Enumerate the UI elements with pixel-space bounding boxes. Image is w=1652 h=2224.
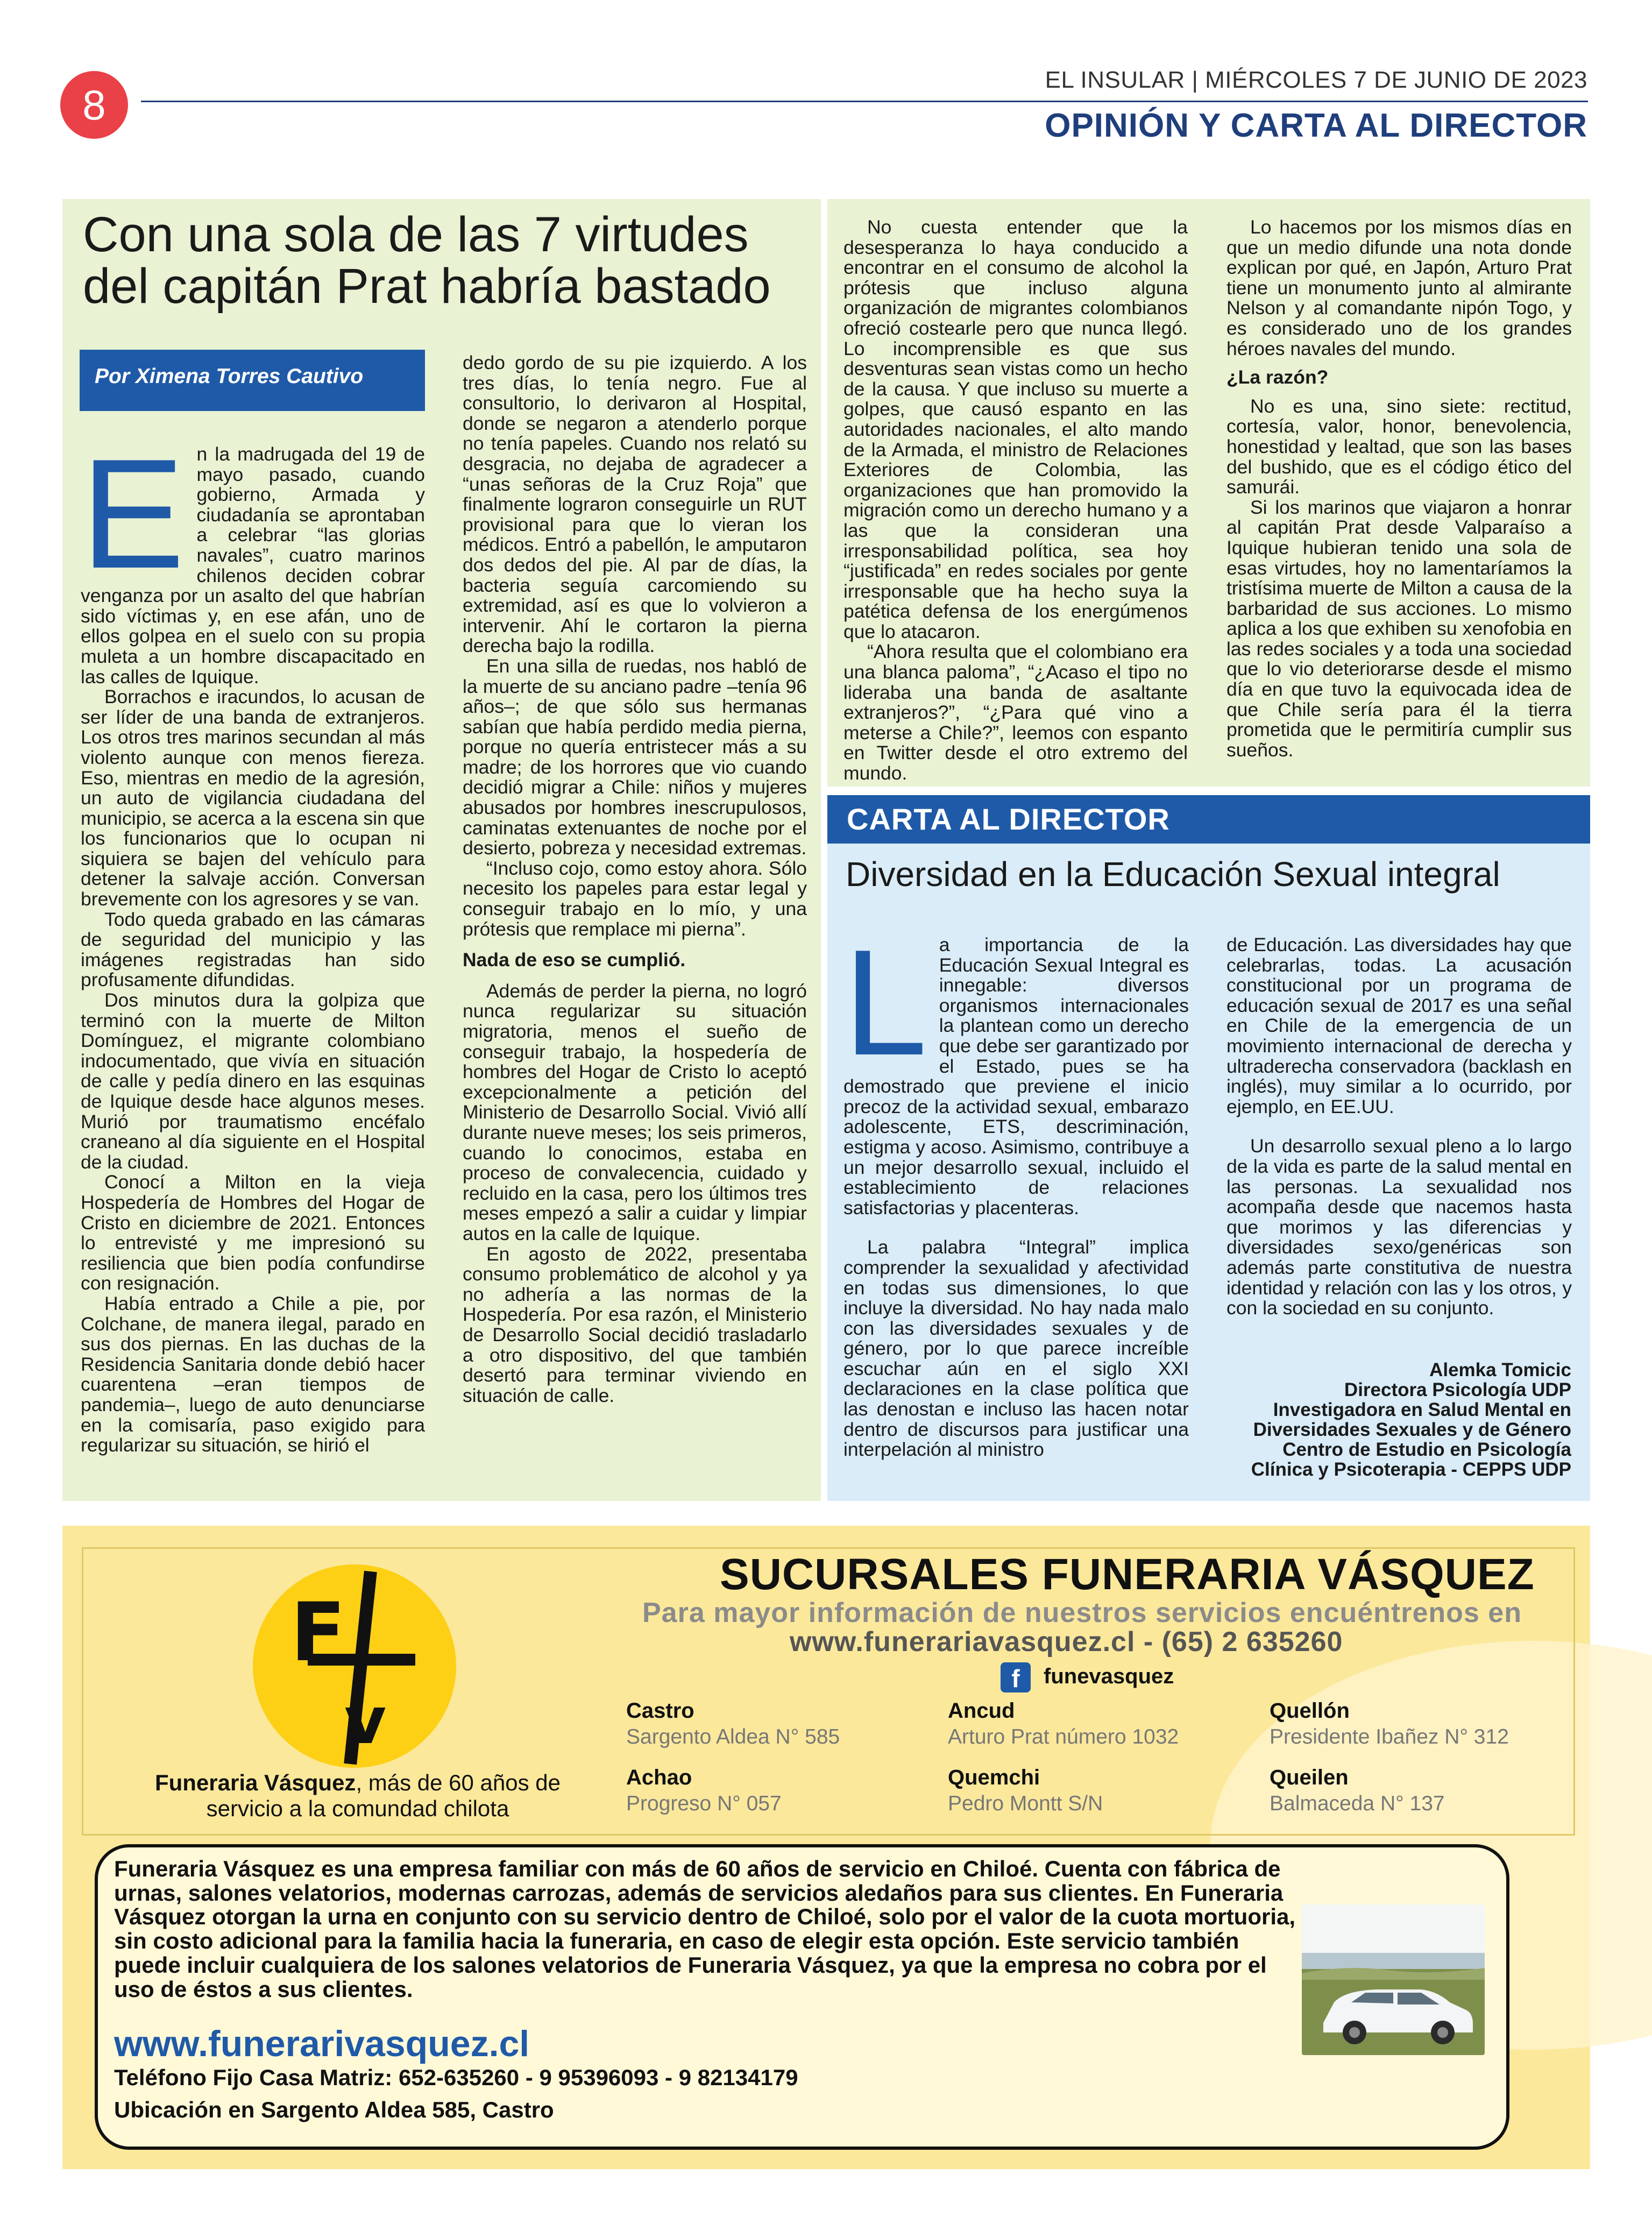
signature-line: Investigadora en Salud Mental en xyxy=(1273,1399,1571,1420)
letter-signature xyxy=(1251,1360,1571,1479)
paragraph: No es una, sino siete: rectitud, cortesía, valor, honor, benevolencia, honestidad y lealtad, que son las bases del bushido, que es el código ético del samurái. xyxy=(1226,395,1572,498)
paragraph: Si los marinos que viajaron a honrar al capitán Prat desde Valparaíso a Iquique hubieran tenido una sola de esas virtudes, hoy no lamentaríamos la tristísima muerte de Milton a causa de la barbaridad de sus acciones. Lo mismo aplica a los que exhiben su xenofobia en las redes sociales y a toda una sociedad que lo vio deteriorarse desde el mismo día en que tuvo la equivocada idea de que Chile sería para él la tierra prometida que le permitiría cumplir sus sueños. xyxy=(1226,496,1572,761)
branch-castro xyxy=(626,1699,927,1749)
branch-name: Queilen xyxy=(1270,1766,1349,1789)
branch-address: Sargento Aldea N° 585 xyxy=(626,1725,840,1748)
byline: Por Ximena Torres Cautivo xyxy=(95,365,364,388)
paragraph: Conocí a Milton en la vieja Hospedería de Hombres del Hogar de Cristo en diciembre de 2021. Entonces lo entrevisté y me impresionó su resiliencia que bien podía confundirse con resignación. xyxy=(81,1171,425,1294)
subheading: ¿La razón? xyxy=(1226,366,1329,388)
branch-quemchi xyxy=(948,1766,1249,1816)
paragraph: Además de perder la pierna, no logró nunca regularizar su situación migratoria, menos el sueño de conseguir trabajo, la hospedería de hombres del Hogar de Cristo lo aceptó excepcionalmente a petición del Ministerio de Desarrollo Social. Vivió allí durante nueve meses; los seis primeros, cuando lo conocimos, estaba en proceso de convalecencia, cuidado y recluido en la casa, pero los últimos tres meses empezó a salir a cuidar y limpiar autos en la calle de Iquique. xyxy=(463,980,807,1244)
ad-website-link[interactable]: www.funerarivasquez.cl xyxy=(114,2023,530,2064)
branch-name: Ancud xyxy=(948,1699,1015,1723)
headline-line-2: del capitán Prat habría bastado xyxy=(83,259,771,314)
branch-address: Balmaceda N° 137 xyxy=(1270,1792,1445,1815)
paragraph: Borrachos e iracundos, lo acusan de ser líder de una banda de extranjeros. Los otros tres marinos secundan al más violento aunque con menos fiereza. Eso, mientras en medio de la agresión, un auto de vigilancia ciudadana del municipio, se acerca a la escena sin que los funcionarios que lo ocupan ni siquiera se bajen del vehículo para detener la salvaje acción. Conversan brevemente con los agresores y se van. xyxy=(81,686,425,910)
branch-name: Quellón xyxy=(1270,1699,1350,1723)
logo-letter-f: F xyxy=(290,1586,346,1680)
branch-address: Presidente Ibañez N° 312 xyxy=(1270,1725,1509,1748)
paragraph: dedo gordo de su pie izquierdo. A los tres días, lo tenía negro. Fue al consultorio, lo derivaron al Hospital, donde se negaron a atenderlo porque no tenía papeles. Cuando nos relató su desgracia, no dejaba de agradecer a “unas señoras de la Cruz Roja” que finalmente lograron conseguirle un RUT provisional para que lo vieran los médicos. Entró a pabellón, le amputaron dos dedos del pie. Al par de días, la bacteria seguía carcomiendo su extremidad, así es que lo volvieron a intervenir. Ahí le cortaron la pierna derecha bajo la rodilla. xyxy=(463,352,807,657)
letter-column-2 xyxy=(1226,935,1572,1319)
paragraph: Un desarrollo sexual pleno a lo largo de la vida es parte de la salud mental en las personas. La sexualidad nos acompaña desde que nacemos hasta que morimos y las diferencias y diversidades sexo/genéricas son además parte constitutiva de nuestra identidad y relación con las y los otros, y con la sociedad en su conjunto. xyxy=(1226,1135,1572,1319)
paragraph: No cuesta entender que la desesperanza lo haya conducido a encontrar en el consumo de alcohol la prótesis que incluso alguna organización de migrantes colombianos ofreció costearle pero que nunca llegó. Lo incomprensible es que sus desventuras sean vistas como un hecho de la causa. Y que incluso su muerte a golpes, que causó espanto en las autoridades nacionales, el alto mando de la Armada, el ministro de Relaciones Exteriores de Colombia, las organizaciones que han promovido la migración como un derecho humano y a las que la consideran una irresponsabilidad política, sea hoy “justificada” en redes sociales por gente irresponsable que ha hecho suya la patética defensa de los energúmenos que lo atacaron. xyxy=(843,216,1188,642)
letter-label: CARTA AL DIRECTOR xyxy=(847,802,1170,836)
branch-queilen xyxy=(1270,1766,1571,1816)
header-rule xyxy=(141,101,1588,102)
article-column-2 xyxy=(463,353,807,1406)
paragraph: La palabra “Integral” implica comprender la sexualidad y afectividad en todas sus dimensiones, lo que incluye la diversidad. No hay nada malo con las diversidades sexuales y de género, por lo que parece increíble escuchar aún en el siglo XXI declaraciones en la clase política que las denostan e incluso las hacen notar dentro de discursos para justificar una interpelación al ministro xyxy=(843,1236,1189,1461)
drop-cap: L xyxy=(843,919,927,1087)
subheading: Nada de eso se cumplió. xyxy=(463,949,686,971)
signature-line: Clínica y Psicoterapia - CEPPS UDP xyxy=(1251,1459,1571,1480)
paragraph: de Educación. Las diversidades hay que celebrarlas, todas. La acusación constitucional por un programa de educación sexual de 2017 es una señal en Chile de la emergencia de un movimiento internacional de derecha y ultraderecha conservadora (backlash en inglés), muy similar a lo ocurrido, por ejemplo, en EE.UU. xyxy=(1226,934,1572,1117)
ad-subtitle: Para mayor información de nuestros servicios encuéntrenos en xyxy=(642,1597,1522,1628)
branch-name: Castro xyxy=(626,1699,694,1723)
signature-line: Directora Psicología UDP xyxy=(1344,1379,1571,1400)
branch-ancud xyxy=(948,1699,1249,1749)
logo-letter-v: v xyxy=(344,1684,387,1759)
branch-achao xyxy=(626,1766,927,1816)
paragraph: n la madrugada del 19 de mayo pasado, cuando gobierno, Armada y ciudadanía se aprontaban a celebrar “las glorias navales”, cuatro marinos chilenos deciden cobrar venganza por un asalto del que habrían sido víctimas y, en ese afán, uno de ellos golpea en el suelo con su propia muleta a un hombre discapacitado en las calles de Iquique. xyxy=(81,443,425,688)
letter-title: Diversidad en la Educación Sexual integral xyxy=(846,855,1500,894)
branch-name: Quemchi xyxy=(948,1766,1040,1789)
tagline-text: , más de 60 años de servicio a la comundad chilota xyxy=(206,1770,561,1821)
paragraph: En una silla de ruedas, nos habló de la muerte de su anciano padre –tenía 96 años–; de que sólo sus hermanas sabían que había perdido media pierna, porque no quería entristecer más a su madre; de los horrores que vio cuando decidió migrar a Chile: niños y mujeres abusados por hombres inescrupulosos, caminatas extenuantes de noche por el desierto, pobreza y necesidad extremas. xyxy=(463,655,807,859)
article-headline xyxy=(83,209,814,312)
ad-tagline xyxy=(124,1770,592,1822)
paragraph: “Incluso cojo, como estoy ahora. Sólo necesito los papeles para estar legal y conseguir trabajo en lo mío, y una prótesis que remplace mi pierna”. xyxy=(463,857,807,940)
paragraph: En agosto de 2022, presentaba consumo problemático de alcohol y ya no adhería a las normas de la Hospedería. Por esa razón, el Ministerio de Desarrollo Social decidió trasladarlo a otro dispositivo, del que también desertó para terminar viviendo en situación de calle. xyxy=(463,1243,807,1406)
signature-line: Diversidades Sexuales y de Género xyxy=(1253,1419,1571,1440)
paragraph: Había entrado a Chile a pie, por Colchane, de manera ilegal, parado en sus dos piernas. En las duchas de la Residencia Sanitaria donde debió hacer cuarentena –eran tiempos de pandemia–, luego de auto denunciarse en la comisaría, paso exigido para regularizar su situación, se hirió el xyxy=(81,1292,425,1456)
page-number: 8 xyxy=(60,71,128,139)
branch-address: Pedro Montt S/N xyxy=(948,1792,1103,1815)
ad-contact-line[interactable]: www.funerariavasquez.cl - (65) 2 635260 xyxy=(790,1626,1343,1658)
article-column-4 xyxy=(1226,217,1572,760)
ad-location: Ubicación en Sargento Aldea 585, Castro xyxy=(114,2097,554,2122)
facebook-handle[interactable]: funevasquez xyxy=(1044,1665,1174,1688)
section-title: OPINIÓN Y CARTA AL DIRECTOR xyxy=(1045,107,1587,144)
ad-phone: Teléfono Fijo Casa Matriz: 652-635260 - 9 95396093 - 9 82134179 xyxy=(114,2065,798,2090)
ad-title: SUCURSALES FUNERARIA VÁSQUEZ xyxy=(720,1550,1535,1599)
branch-address: Arturo Prat número 1032 xyxy=(948,1725,1179,1748)
paragraph: Todo queda grabado en las cámaras de seguridad del municipio y las imágenes registradas han sido profusamente difundidas. xyxy=(81,908,425,991)
article-column-3 xyxy=(843,217,1188,784)
branch-name: Achao xyxy=(626,1766,692,1789)
article-column-1 xyxy=(81,427,425,1456)
drop-cap: E xyxy=(81,427,185,601)
paragraph: “Ahora resulta que el colombiano era una blanca paloma”, “¿Acaso el tipo no lideraba una banda de asaltante extranjeros?”, “¿Para qué vino a meterse a Chile?”, leemos con espanto en Twitter desde el otro extremo del mundo. xyxy=(843,641,1188,784)
headline-line-1: Con una sola de las 7 virtudes xyxy=(83,207,749,262)
paragraph: Lo hacemos por los mismos días en que un medio difunde una nota donde explican por qué, en Japón, Arturo Prat tiene un monumento junto al almirante Nelson y al comandante nipón Togo, y es considerado uno de los grandes héroes navales del mundo. xyxy=(1226,216,1572,359)
facebook-icon[interactable]: f xyxy=(1001,1662,1031,1692)
branch-quellon xyxy=(1270,1699,1571,1749)
paragraph: Dos minutos dura la golpiza que terminó con la muerte de Milton Domínguez, el migrante colombiano indocumentado, que vivía en situación de calle y pedía dinero en las esquinas de Iquique desde hace algunos meses. Murió por traumatismo encéfalo craneano al día siguiente en el Hospital de la ciudad. xyxy=(81,989,425,1173)
letter-column-1 xyxy=(843,919,1189,1461)
masthead: EL INSULAR | MIÉRCOLES 7 DE JUNIO DE 2023 xyxy=(1045,67,1587,93)
ad-info-text: Funeraria Vásquez es una empresa familiar con más de 60 años de servicio en Chiloé. Cuenta con fábrica de urnas, salones velatorios, modernas carrozas, además de servicios aledaños para sus clientes. En Funeraria Vásquez otorgan la urna en conjunto con su servicio dentro de Chiloé, solo por el valor de la cuota mortuoria, sin costo adicional para la familia hacia la funeraria, en caso de elegir esta opción. Este servicio también puede incluir cualquiera de los salones velatorios de Funeraria Vásquez, ya que la empresa no cobra por el uso de éstos a sus clientes. xyxy=(114,1856,1296,2002)
tagline-brand: Funeraria Vásquez xyxy=(154,1770,356,1795)
signature-line: Centro de Estudio en Psicología xyxy=(1282,1439,1571,1460)
branch-address: Progreso N° 057 xyxy=(626,1792,782,1815)
paragraph: a importancia de la Educación Sexual Integral es innegable: diversos organismos internacionales la plantean como un derecho que debe ser garantizado por el Estado, pues se ha demostrado que previene el inicio precoz de la actividad sexual, embarazo adolescente, ETS, descriminación, estigma y acoso. Asimismo, contribuye a un mejor desarrollo sexual, incluido el establecimiento de relaciones satisfactorias y placenteras. xyxy=(843,934,1189,1219)
signature-line: Alemka Tomicic xyxy=(1429,1359,1571,1380)
hearse-car-photo xyxy=(1302,1904,1485,2055)
